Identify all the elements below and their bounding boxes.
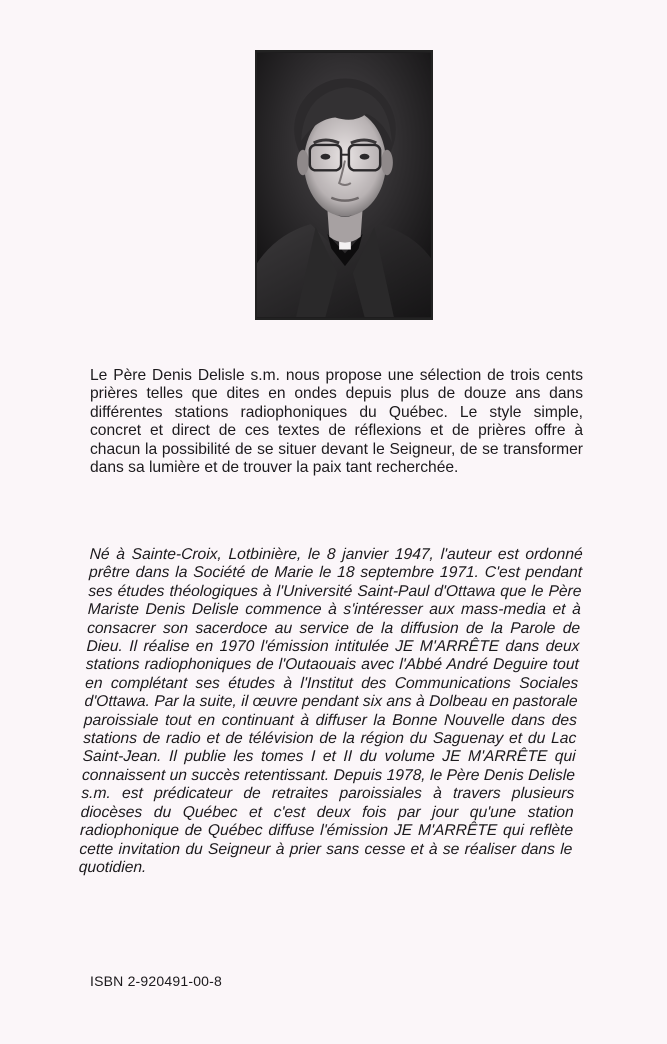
author-biography-paragraph: Né à Sainte-Croix, Lotbinière, le 8 janvier 1947, l'auteur est ordonné prêtre dans la Société de Marie le 18 septembre 1971. C'est pendant ses études théologiques à l'Université Saint-Paul d'Ottawa que le Père Mariste Denis Delisle commence à s'intéresser aux mass-media et à consacrer son sacerdoce au service de la diffusion de la Parole de Dieu. Il réalise en 1970 l'émission intitulée JE M'ARRÊTE dans deux stations radiophoniques de l'Outaouais avec l'Abbé André Deguire tout en complétant ses études à l'Institut des Communications Sociales d'Ottawa. Par la suite, il œuvre pendant six ans à Dolbeau en pastorale paroissiale tout en continuant à diffuser la Bonne Nouvelle dans des stations de radio et de télévision de la région du Saguenay et du Lac Saint-Jean. Il publie les tomes I et II du volume JE M'ARRÊTE qui connaissent un succès retentissant. Depuis 1978, le Père Denis Delisle s.m. est prédicateur de retraites paroissiales à travers plusieurs diocèses du Québec et c'est deux fois par jour qu'une station radiophonique de Québec diffuse l'émission JE M'ARRÊTE qui reflète cette invitation du Seigneur à prier sans cesse et à se réaliser dans le quotidien. xyxy=(78,546,584,876)
author-portrait-image xyxy=(257,52,431,318)
author-portrait-photo xyxy=(255,50,433,320)
isbn-number: ISBN 2-920491-00-8 xyxy=(90,973,223,989)
author-intro-paragraph: Le Père Denis Delisle s.m. nous propose une sélection de trois cents prières telles que dites en ondes depuis plus de douze ans dans différentes stations radiophoniques du Québec. Le style simple, concret et direct de ces textes de réflexions et de prières offre à chacun la possibilité de se situer devant le Seigneur, de se transformer dans sa lumière et de trouver la paix tant recherchée. xyxy=(90,367,583,477)
